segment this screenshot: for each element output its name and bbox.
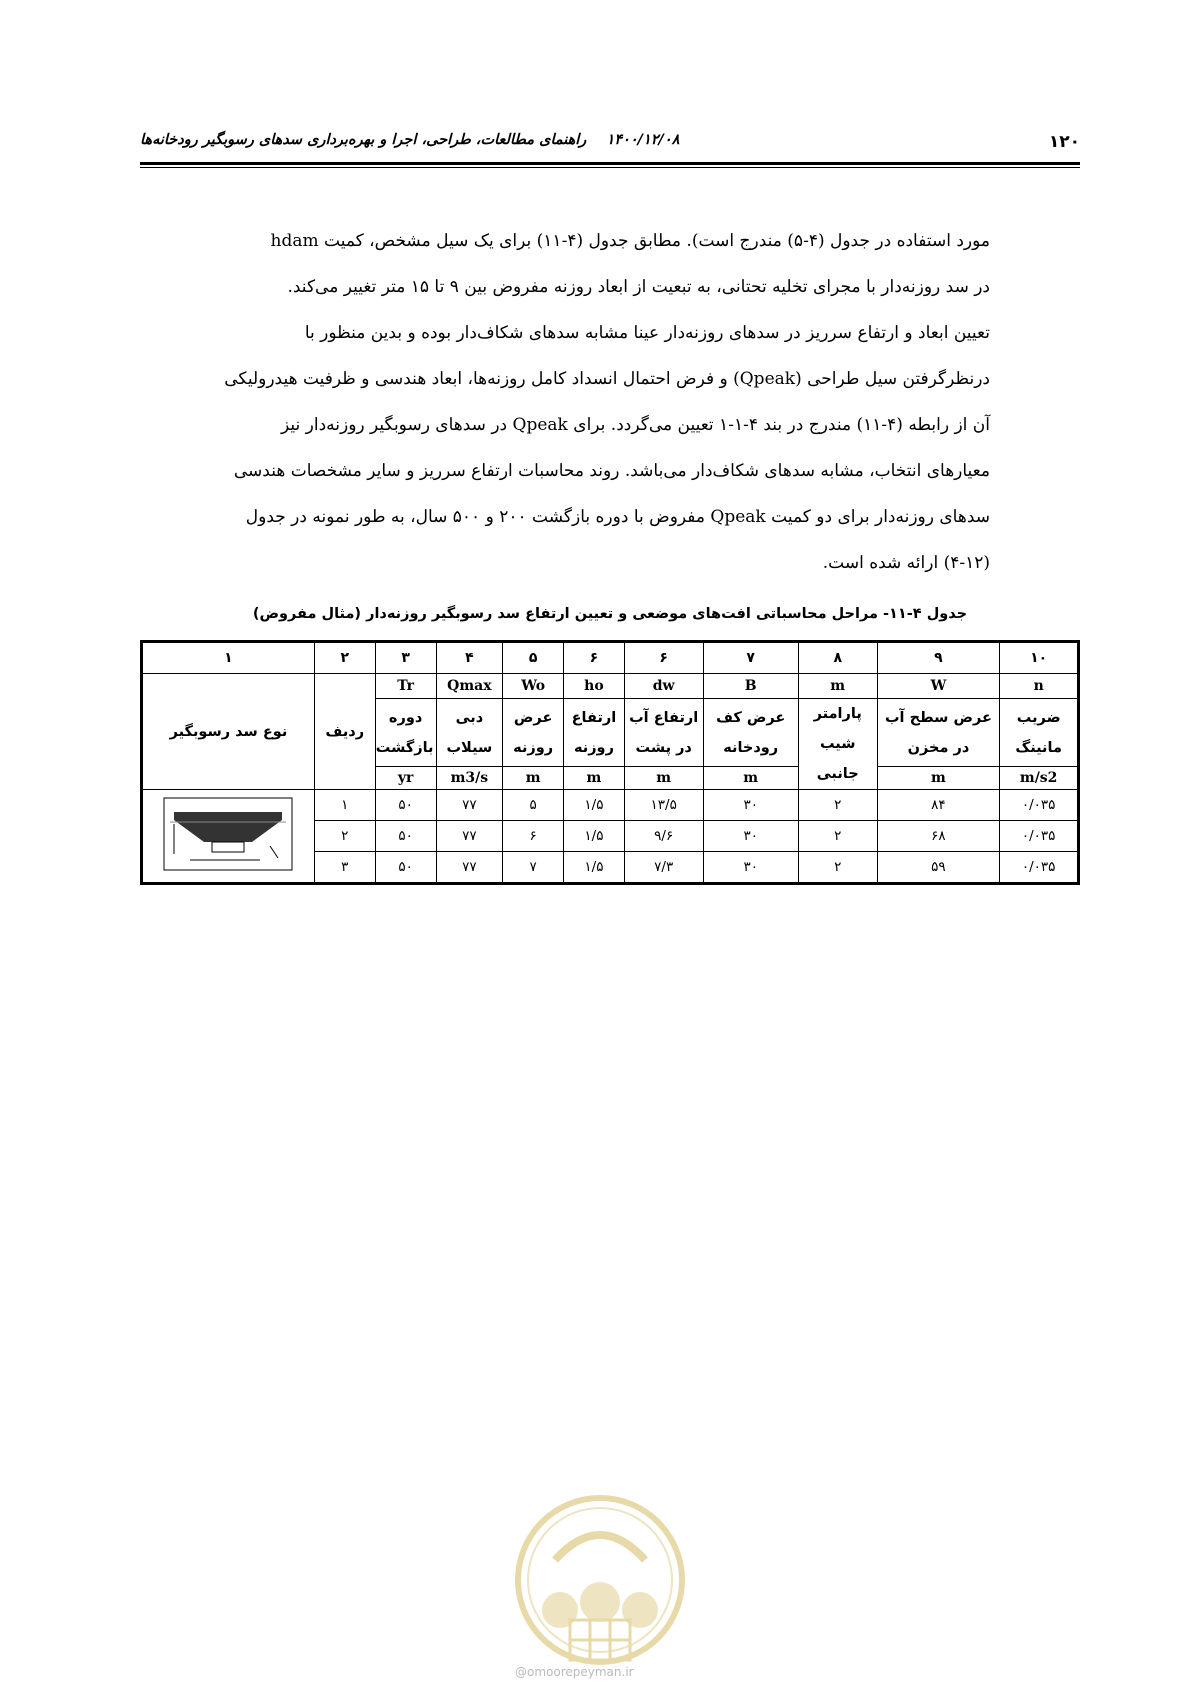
- unit-cell: m: [624, 767, 703, 790]
- symbol-cell: m: [798, 674, 877, 699]
- col-number: ۶: [624, 642, 703, 674]
- body-line: معیارهای انتخاب، مشابه سدهای شکاف‌دار می‌باشد. روند محاسبات ارتفاع سرریز و سایر مشخصات هندسی: [233, 461, 990, 481]
- value-cell: ۳۰: [703, 852, 798, 884]
- body-line: سدهای روزنه‌دار برای دو کمیت Qpeak مفروض با دوره بازگشت ۲۰۰ و ۵۰۰ سال، به طور نمونه در جدول: [245, 507, 990, 527]
- header-rule: [140, 162, 1080, 165]
- value-cell: ۲: [798, 821, 877, 852]
- description-cell: ضریب مانینگ: [1000, 699, 1079, 767]
- body-line: آن از رابطه (۴-۱۱) مندرج در بند ۴-۱-۱ تعیین می‌گردد. برای Qpeak در سدهای رسوبگیر روزنه‌دار نیز: [281, 415, 990, 435]
- row-label-header: ردیف: [314, 674, 375, 790]
- col-number: ۷: [703, 642, 798, 674]
- table-caption: جدول ۴-۱۱- مراحل محاسباتی افت‌های موضعی و تعیین ارتفاع سد رسوبگیر روزنه‌دار (مثال مفروض): [252, 606, 968, 622]
- dam-section-icon: [160, 794, 296, 874]
- header-title: راهنمای مطالعات، طراحی، اجرا و بهره‌برداری سدهای رسوبگیر رودخانه‌ها: [140, 132, 587, 148]
- value-cell: ۶: [503, 821, 564, 852]
- value-cell: ۱/۵: [564, 852, 625, 884]
- value-cell: ۵۰: [375, 790, 436, 821]
- value-cell: ۷۷: [436, 821, 503, 852]
- watermark-url: @omoorepeyman.ir: [515, 1665, 634, 1679]
- value-cell: ۶۸: [877, 821, 1000, 852]
- description-cell: ارتفاع آب در پشت: [624, 699, 703, 767]
- body-line: درنظرگرفتن سیل طراحی (Qpeak) و فرض احتمال انسداد کامل روزنه‌ها، ابعاد هندسی و ظرفیت هیدرولیکی: [224, 369, 990, 389]
- unit-cell: m: [877, 767, 1000, 790]
- col-number: ۱۰: [1000, 642, 1079, 674]
- description-cell: دوره بازگشت: [375, 699, 436, 767]
- unit-cell: m: [503, 767, 564, 790]
- unit-cell: m3/s: [436, 767, 503, 790]
- symbol-cell: dw: [624, 674, 703, 699]
- value-cell: ۰/۰۳۵: [1000, 852, 1079, 884]
- col-number: ۵: [503, 642, 564, 674]
- value-cell: ۷: [503, 852, 564, 884]
- unit-cell: m: [564, 767, 625, 790]
- value-cell: ۳۰: [703, 790, 798, 821]
- symbol-cell: B: [703, 674, 798, 699]
- value-cell: ۱/۵: [564, 790, 625, 821]
- symbol-cell: Wo: [503, 674, 564, 699]
- value-cell: ۵۰: [375, 852, 436, 884]
- col-number: ۲: [314, 642, 375, 674]
- running-title: [140, 132, 679, 148]
- col-number: ۱: [142, 642, 315, 674]
- page-header: [140, 118, 1080, 158]
- body-line: در سد روزنه‌دار با مجرای تخلیه تحتانی، به تبعیت از ابعاد روزنه مفروض بین ۹ تا ۱۵ متر تغییر می‌کند.: [287, 277, 990, 297]
- value-cell: ۱۳/۵: [624, 790, 703, 821]
- value-cell: ۲: [798, 790, 877, 821]
- description-cell: عرض روزنه: [503, 699, 564, 767]
- value-cell: ۲: [314, 821, 375, 852]
- header-date: ۱۴۰۰/۱۲/۰۸: [606, 132, 680, 148]
- value-cell: ۵۰: [375, 821, 436, 852]
- description-cell: عرض کف رودخانه: [703, 699, 798, 767]
- value-cell: ۵۹: [877, 852, 1000, 884]
- value-cell: ۰/۰۳۵: [1000, 821, 1079, 852]
- table-row: [142, 790, 1079, 821]
- value-cell: ۷۷: [436, 852, 503, 884]
- dam-cross-section-image: [142, 790, 315, 884]
- value-cell: ۲: [798, 852, 877, 884]
- description-cell: عرض سطح آب در مخزن: [877, 699, 1000, 767]
- body-paragraph: [144, 218, 990, 586]
- value-cell: ۱/۵: [564, 821, 625, 852]
- symbol-cell: ho: [564, 674, 625, 699]
- value-cell: ۷/۳: [624, 852, 703, 884]
- table-row: [142, 642, 1079, 674]
- body-line: مورد استفاده در جدول (۴-۵) مندرج است). مطابق جدول (۴-۱۱) برای یک سیل مشخص، کمیت hdam: [270, 231, 990, 251]
- col-number: ۳: [375, 642, 436, 674]
- value-cell: ۷۷: [436, 790, 503, 821]
- symbol-cell: W: [877, 674, 1000, 699]
- value-cell: ۵: [503, 790, 564, 821]
- unit-cell: m/s2: [1000, 767, 1079, 790]
- symbol-cell: Qmax: [436, 674, 503, 699]
- unit-cell: yr: [375, 767, 436, 790]
- header-rule-thin: [140, 167, 1080, 168]
- table-row: [142, 674, 1079, 699]
- value-cell: ۸۴: [877, 790, 1000, 821]
- col-number: ۶: [564, 642, 625, 674]
- description-cell: پارامتر شیب جانبی: [798, 699, 877, 790]
- unit-cell: m: [703, 767, 798, 790]
- description-cell: ارتفاع روزنه: [564, 699, 625, 767]
- value-cell: ۱: [314, 790, 375, 821]
- publisher-logo: [500, 1490, 700, 1690]
- col-number: ۸: [798, 642, 877, 674]
- table-part-1: [140, 640, 1080, 885]
- symbol-cell: n: [1000, 674, 1079, 699]
- value-cell: ۰/۰۳۵: [1000, 790, 1079, 821]
- col-number: ۴: [436, 642, 503, 674]
- value-cell: ۳۰: [703, 821, 798, 852]
- dam-type-header: نوع سد رسوبگیر: [142, 674, 315, 790]
- col-number: ۹: [877, 642, 1000, 674]
- symbol-cell: Tr: [375, 674, 436, 699]
- description-cell: دبی سیلاب: [436, 699, 503, 767]
- body-line: (۴-۱۲) ارائه شده است.: [822, 553, 990, 573]
- body-line: تعیین ابعاد و ارتفاع سرریز در سدهای روزنه‌دار عینا مشابه سدهای شکاف‌دار بوده و بدین منظور با: [304, 323, 990, 343]
- value-cell: ۳: [314, 852, 375, 884]
- page-number: ۱۲۰: [1048, 132, 1080, 152]
- value-cell: ۹/۶: [624, 821, 703, 852]
